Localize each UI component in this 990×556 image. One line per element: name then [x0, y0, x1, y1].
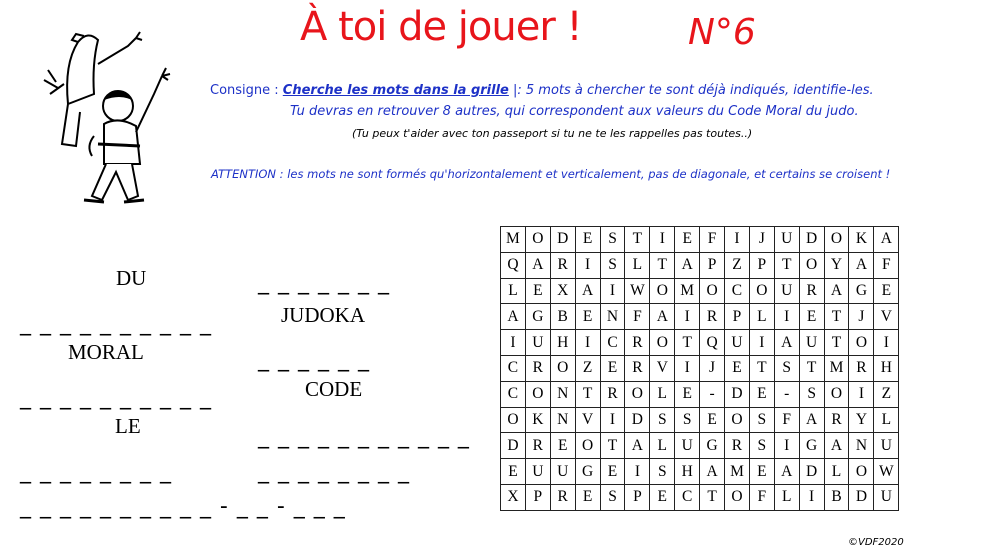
- grid-cell[interactable]: I: [675, 304, 700, 330]
- grid-cell[interactable]: E: [749, 381, 774, 407]
- grid-cell[interactable]: D: [625, 407, 650, 433]
- grid-cell[interactable]: L: [625, 252, 650, 278]
- grid-cell[interactable]: F: [749, 484, 774, 510]
- answer-blank-5[interactable]: _ _ _ _ _ _ _ _ _ _ _: [258, 424, 470, 449]
- grid-cell[interactable]: X: [501, 484, 526, 510]
- grid-cell[interactable]: S: [749, 433, 774, 459]
- grid-cell[interactable]: D: [501, 433, 526, 459]
- grid-cell[interactable]: O: [849, 330, 874, 356]
- grid-cell[interactable]: T: [575, 381, 600, 407]
- grid-cell[interactable]: E: [725, 355, 750, 381]
- grid-row: [501, 433, 899, 459]
- grid-cell[interactable]: R: [625, 330, 650, 356]
- grid-cell[interactable]: C: [600, 330, 625, 356]
- grid-cell[interactable]: D: [725, 381, 750, 407]
- grid-cell[interactable]: S: [600, 227, 625, 253]
- grid-cell[interactable]: R: [824, 407, 849, 433]
- grid-cell[interactable]: S: [600, 252, 625, 278]
- grid-row: [501, 407, 899, 433]
- grid-cell[interactable]: H: [675, 459, 700, 485]
- grid-cell[interactable]: U: [525, 330, 550, 356]
- grid-cell[interactable]: M: [675, 278, 700, 304]
- grid-cell[interactable]: N: [550, 407, 575, 433]
- grid-cell[interactable]: I: [600, 407, 625, 433]
- grid-cell[interactable]: P: [725, 304, 750, 330]
- grid-cell[interactable]: A: [774, 330, 799, 356]
- grid-cell[interactable]: O: [700, 278, 725, 304]
- grid-cell[interactable]: K: [849, 227, 874, 253]
- grid-cell[interactable]: I: [625, 459, 650, 485]
- grid-cell[interactable]: Q: [700, 330, 725, 356]
- grid-cell[interactable]: G: [700, 433, 725, 459]
- answer-blank-8[interactable]: _ _ _ _ _ _ _ _ _ _ - _ _ - _ _ _: [20, 494, 346, 519]
- grid-cell[interactable]: M: [824, 355, 849, 381]
- grid-cell[interactable]: Y: [849, 407, 874, 433]
- grid-cell[interactable]: L: [774, 484, 799, 510]
- grid-cell[interactable]: E: [600, 459, 625, 485]
- judo-illustration: [28, 24, 188, 229]
- grid-cell[interactable]: G: [849, 278, 874, 304]
- grid-cell[interactable]: O: [849, 459, 874, 485]
- grid-cell[interactable]: I: [501, 330, 526, 356]
- grid-cell[interactable]: E: [575, 304, 600, 330]
- grid-cell[interactable]: R: [525, 355, 550, 381]
- grid-cell[interactable]: O: [725, 407, 750, 433]
- grid-cell[interactable]: O: [749, 278, 774, 304]
- grid-cell[interactable]: R: [525, 433, 550, 459]
- grid-row: [501, 355, 899, 381]
- grid-cell[interactable]: U: [774, 278, 799, 304]
- credit: ©VDF2020: [848, 537, 904, 548]
- instruction-line-3: (Tu peux t'aider avec ton passeport si tu ne te les rappelles pas toutes..): [352, 127, 753, 140]
- grid-cell[interactable]: S: [600, 484, 625, 510]
- grid-cell[interactable]: -: [774, 381, 799, 407]
- grid-cell[interactable]: O: [501, 407, 526, 433]
- grid-cell[interactable]: S: [774, 355, 799, 381]
- grid-cell[interactable]: A: [824, 433, 849, 459]
- grid-cell[interactable]: C: [501, 355, 526, 381]
- grid-cell[interactable]: U: [550, 459, 575, 485]
- grid-cell[interactable]: N: [550, 381, 575, 407]
- grid-cell[interactable]: E: [600, 355, 625, 381]
- grid-cell[interactable]: Y: [824, 252, 849, 278]
- grid-cell[interactable]: D: [799, 227, 824, 253]
- grid-cell[interactable]: A: [575, 278, 600, 304]
- grid-cell[interactable]: O: [575, 433, 600, 459]
- grid-cell[interactable]: S: [675, 407, 700, 433]
- grid-cell[interactable]: U: [874, 484, 899, 510]
- grid-cell[interactable]: Q: [501, 252, 526, 278]
- word-du: DU: [116, 266, 147, 290]
- grid-cell[interactable]: R: [600, 381, 625, 407]
- grid-cell[interactable]: I: [849, 381, 874, 407]
- grid-cell[interactable]: A: [650, 304, 675, 330]
- grid-cell[interactable]: W: [625, 278, 650, 304]
- grid-cell[interactable]: L: [501, 278, 526, 304]
- grid-cell[interactable]: I: [749, 330, 774, 356]
- grid-cell[interactable]: T: [824, 330, 849, 356]
- grid-cell[interactable]: T: [625, 227, 650, 253]
- grid-cell[interactable]: E: [650, 484, 675, 510]
- grid-cell[interactable]: S: [749, 407, 774, 433]
- grid-cell[interactable]: F: [774, 407, 799, 433]
- grid-cell[interactable]: A: [525, 252, 550, 278]
- grid-cell[interactable]: R: [700, 304, 725, 330]
- grid-row: [501, 227, 899, 253]
- grid-cell[interactable]: X: [550, 278, 575, 304]
- grid-cell[interactable]: I: [675, 355, 700, 381]
- grid-cell[interactable]: E: [874, 278, 899, 304]
- grid-cell[interactable]: I: [575, 330, 600, 356]
- grid-cell[interactable]: O: [824, 381, 849, 407]
- grid-cell[interactable]: R: [550, 252, 575, 278]
- grid-cell[interactable]: I: [874, 330, 899, 356]
- grid-cell[interactable]: B: [550, 304, 575, 330]
- grid-cell[interactable]: O: [650, 330, 675, 356]
- grid-row: [501, 459, 899, 485]
- grid-cell[interactable]: G: [525, 304, 550, 330]
- grid-cell[interactable]: E: [700, 407, 725, 433]
- grid-cell[interactable]: M: [501, 227, 526, 253]
- grid-cell[interactable]: H: [550, 330, 575, 356]
- grid-cell[interactable]: J: [749, 227, 774, 253]
- grid-cell[interactable]: E: [799, 304, 824, 330]
- grid-cell[interactable]: E: [575, 227, 600, 253]
- grid-cell[interactable]: T: [799, 355, 824, 381]
- grid-cell[interactable]: O: [525, 227, 550, 253]
- grid-cell[interactable]: P: [749, 252, 774, 278]
- grid-cell[interactable]: O: [550, 355, 575, 381]
- grid-cell[interactable]: L: [874, 407, 899, 433]
- warning-line: ATTENTION : les mots ne sont formés qu'horizontalement et verticalement, pas de diagonale, et certains se croisent !: [211, 167, 891, 181]
- grid-cell[interactable]: U: [774, 227, 799, 253]
- instruction-label: Consigne :: [210, 83, 279, 98]
- grid-cell[interactable]: I: [600, 278, 625, 304]
- grid-cell[interactable]: R: [849, 355, 874, 381]
- puzzle-number: N°6: [688, 12, 756, 53]
- grid-cell[interactable]: P: [625, 484, 650, 510]
- grid-cell[interactable]: A: [774, 459, 799, 485]
- grid-cell[interactable]: U: [874, 433, 899, 459]
- grid-cell[interactable]: Z: [874, 381, 899, 407]
- answer-blank-6[interactable]: _ _ _ _ _ _ _ _: [20, 459, 172, 484]
- grid-row: [501, 381, 899, 407]
- grid-cell[interactable]: A: [849, 252, 874, 278]
- grid-cell[interactable]: I: [725, 227, 750, 253]
- grid-cell[interactable]: V: [575, 407, 600, 433]
- grid-cell[interactable]: E: [575, 484, 600, 510]
- grid-row: [501, 278, 899, 304]
- grid-cell[interactable]: S: [650, 407, 675, 433]
- grid-cell[interactable]: D: [849, 484, 874, 510]
- grid-cell[interactable]: R: [799, 278, 824, 304]
- grid-cell[interactable]: A: [799, 407, 824, 433]
- grid-cell[interactable]: O: [799, 252, 824, 278]
- grid-cell[interactable]: O: [525, 381, 550, 407]
- grid-cell[interactable]: I: [650, 227, 675, 253]
- grid-cell[interactable]: U: [799, 330, 824, 356]
- grid-cell[interactable]: R: [725, 433, 750, 459]
- grid-cell[interactable]: F: [625, 304, 650, 330]
- grid-cell[interactable]: T: [675, 330, 700, 356]
- grid-cell[interactable]: E: [675, 227, 700, 253]
- instruction-line-1: [210, 83, 874, 98]
- grid-cell[interactable]: L: [650, 381, 675, 407]
- grid-cell[interactable]: U: [725, 330, 750, 356]
- grid-cell[interactable]: H: [874, 355, 899, 381]
- grid-cell[interactable]: F: [874, 252, 899, 278]
- grid-cell[interactable]: B: [824, 484, 849, 510]
- grid-row: [501, 304, 899, 330]
- grid-cell[interactable]: T: [824, 304, 849, 330]
- grid-cell[interactable]: M: [725, 459, 750, 485]
- grid-cell[interactable]: T: [700, 484, 725, 510]
- grid-row: [501, 330, 899, 356]
- grid-cell[interactable]: G: [575, 459, 600, 485]
- grid-cell[interactable]: E: [501, 459, 526, 485]
- answer-blank-1[interactable]: _ _ _ _ _ _ _: [258, 270, 390, 295]
- grid-cell[interactable]: O: [725, 484, 750, 510]
- grid-cell[interactable]: I: [799, 484, 824, 510]
- grid-cell[interactable]: -: [700, 381, 725, 407]
- grid-cell[interactable]: L: [749, 304, 774, 330]
- grid-cell[interactable]: D: [550, 227, 575, 253]
- grid-cell[interactable]: P: [700, 252, 725, 278]
- grid-cell[interactable]: O: [824, 227, 849, 253]
- grid-cell[interactable]: A: [700, 459, 725, 485]
- page-title: À toi de jouer !: [300, 4, 582, 50]
- grid-cell[interactable]: P: [525, 484, 550, 510]
- grid-cell[interactable]: L: [650, 433, 675, 459]
- grid-cell[interactable]: O: [625, 381, 650, 407]
- grid-cell[interactable]: E: [675, 381, 700, 407]
- grid-cell[interactable]: C: [725, 278, 750, 304]
- answer-blank-2[interactable]: _ _ _ _ _ _ _ _ _ _: [20, 311, 212, 336]
- grid-cell[interactable]: S: [799, 381, 824, 407]
- word-judoka: JUDOKA: [281, 303, 365, 327]
- grid-cell[interactable]: N: [849, 433, 874, 459]
- grid-cell[interactable]: S: [650, 459, 675, 485]
- grid-cell[interactable]: E: [749, 459, 774, 485]
- grid-cell[interactable]: L: [824, 459, 849, 485]
- grid-cell[interactable]: R: [550, 484, 575, 510]
- grid-cell[interactable]: C: [675, 484, 700, 510]
- grid-cell[interactable]: C: [501, 381, 526, 407]
- grid-cell[interactable]: U: [525, 459, 550, 485]
- grid-cell[interactable]: V: [650, 355, 675, 381]
- grid-cell[interactable]: D: [799, 459, 824, 485]
- grid-cell[interactable]: K: [525, 407, 550, 433]
- grid-row: [501, 484, 899, 510]
- grid-cell[interactable]: U: [675, 433, 700, 459]
- grid-row: [501, 252, 899, 278]
- word-code: CODE: [305, 377, 363, 401]
- grid-cell[interactable]: E: [550, 433, 575, 459]
- instruction-line-2: Tu devras en retrouver 8 autres, qui correspondent aux valeurs du Code Moral du judo.: [290, 104, 859, 119]
- grid-cell[interactable]: A: [501, 304, 526, 330]
- grid-cell[interactable]: W: [874, 459, 899, 485]
- grid-cell[interactable]: A: [824, 278, 849, 304]
- grid-cell[interactable]: R: [625, 355, 650, 381]
- grid-cell[interactable]: I: [774, 304, 799, 330]
- grid-cell[interactable]: A: [874, 227, 899, 253]
- grid-cell[interactable]: O: [650, 278, 675, 304]
- word-search-grid: [500, 226, 899, 511]
- grid-cell[interactable]: F: [700, 227, 725, 253]
- grid-cell[interactable]: E: [525, 278, 550, 304]
- grid-cell[interactable]: A: [675, 252, 700, 278]
- answer-blank-4[interactable]: _ _ _ _ _ _ _ _ _ _: [20, 385, 212, 410]
- answer-blank-3[interactable]: _ _ _ _ _ _: [258, 347, 370, 372]
- instruction-rest: |: 5 mots à chercher te sont déjà indiqués, identifie-les.: [513, 83, 874, 98]
- word-moral: MORAL: [68, 340, 144, 364]
- grid-cell[interactable]: T: [749, 355, 774, 381]
- grid-cell[interactable]: J: [700, 355, 725, 381]
- instruction-bold: Cherche les mots dans la grille: [282, 83, 509, 98]
- grid-cell[interactable]: T: [600, 433, 625, 459]
- grid-cell[interactable]: N: [600, 304, 625, 330]
- grid-cell[interactable]: Z: [725, 252, 750, 278]
- grid-cell[interactable]: Z: [575, 355, 600, 381]
- grid-cell[interactable]: T: [650, 252, 675, 278]
- grid-cell[interactable]: G: [799, 433, 824, 459]
- answer-blank-7[interactable]: _ _ _ _ _ _ _ _: [258, 459, 410, 484]
- grid-cell[interactable]: J: [849, 304, 874, 330]
- grid-cell[interactable]: T: [774, 252, 799, 278]
- grid-cell[interactable]: I: [774, 433, 799, 459]
- grid-cell[interactable]: V: [874, 304, 899, 330]
- word-le: LE: [115, 414, 141, 438]
- grid-cell[interactable]: I: [575, 252, 600, 278]
- grid-cell[interactable]: A: [625, 433, 650, 459]
